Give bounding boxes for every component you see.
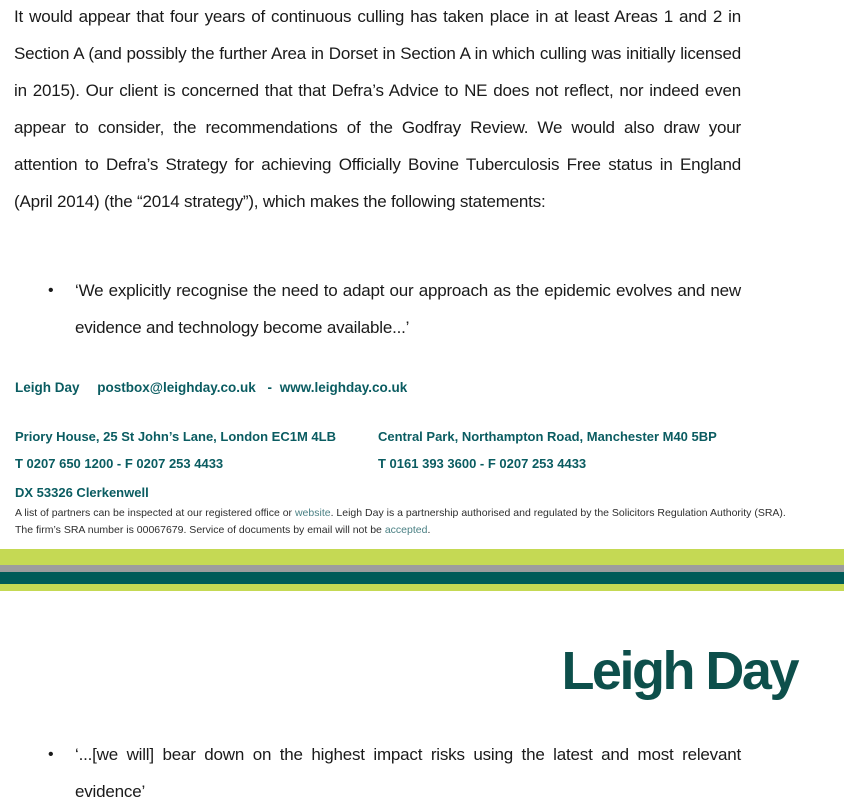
footer-firm-name: Leigh Day bbox=[15, 380, 80, 395]
legal-line1-text: A list of partners can be inspected at our registered office or bbox=[15, 507, 295, 519]
legal-small-print bbox=[15, 505, 827, 538]
footer-contact-separator: - bbox=[267, 380, 272, 395]
bullet-icon: • bbox=[48, 282, 54, 299]
footer-email: postbox@leighday.co.uk bbox=[97, 380, 256, 395]
legal-line2-rest: . bbox=[427, 523, 431, 536]
bullet-icon: • bbox=[48, 746, 54, 763]
office-london-phones: T 0207 650 1200 - F 0207 253 4433 bbox=[15, 456, 224, 471]
dx-line: DX 53326 Clerkenwell bbox=[15, 485, 149, 500]
stripe-dark-teal bbox=[0, 572, 844, 584]
office-addresses bbox=[15, 430, 804, 471]
body-paragraph: It would appear that four years of continuous culling has taken place in at least Areas 1 and 2 in Section A (and possibly the further Area in Dorset in Section A in which culling was initially licensed in 2015). Our client is concerned that that Defra’s Advice to NE does not reflect, nor indeed even appear to consider, the recommendations of the Godfray Review. We would also draw your attention to Defra’s Strategy for achieving Officially Bovine Tuberculosis Free status in England (April 2014) (the “2014 strategy”), which makes the following statements: bbox=[14, 7, 741, 211]
quote-bullet-2 bbox=[48, 736, 741, 810]
quote-bullet-1 bbox=[48, 272, 741, 346]
stripe-lime-top bbox=[0, 549, 844, 565]
office-london bbox=[15, 430, 378, 471]
office-manchester-phones: T 0161 393 3600 - F 0207 253 4433 bbox=[378, 456, 587, 471]
page-break-brand-stripes bbox=[0, 549, 844, 591]
leigh-day-logo: Leigh Day bbox=[561, 641, 797, 701]
office-manchester-address: Central Park, Northampton Road, Manchester M40 5BP bbox=[378, 429, 717, 444]
legal-website-word: website bbox=[294, 507, 331, 519]
footer-website: www.leighday.co.uk bbox=[279, 380, 408, 395]
stripe-gray bbox=[0, 565, 844, 572]
office-london-address: Priory House, 25 St John’s Lane, London EC1M 4LB bbox=[15, 429, 336, 444]
office-manchester bbox=[378, 430, 741, 471]
legal-accepted-word: accepted bbox=[384, 523, 428, 536]
stripe-lime-bottom bbox=[0, 584, 844, 591]
quote-bullet-1-text: ‘We explicitly recognise the need to adapt our approach as the epidemic evolves and new evidence and technology become available...’ bbox=[75, 281, 741, 337]
letterhead-contact-line bbox=[15, 380, 407, 395]
quote-bullet-2-text: ‘...[we will] bear down on the highest impact risks using the latest and most relevant evidence’ bbox=[75, 745, 741, 801]
legal-line2-text: The firm’s SRA number is 00067679. Service of documents by email will not be bbox=[15, 523, 385, 536]
legal-line1-rest: . Leigh Day is a partnership authorised and regulated by the Solicitors Regulation Authority (SRA). bbox=[330, 507, 786, 519]
